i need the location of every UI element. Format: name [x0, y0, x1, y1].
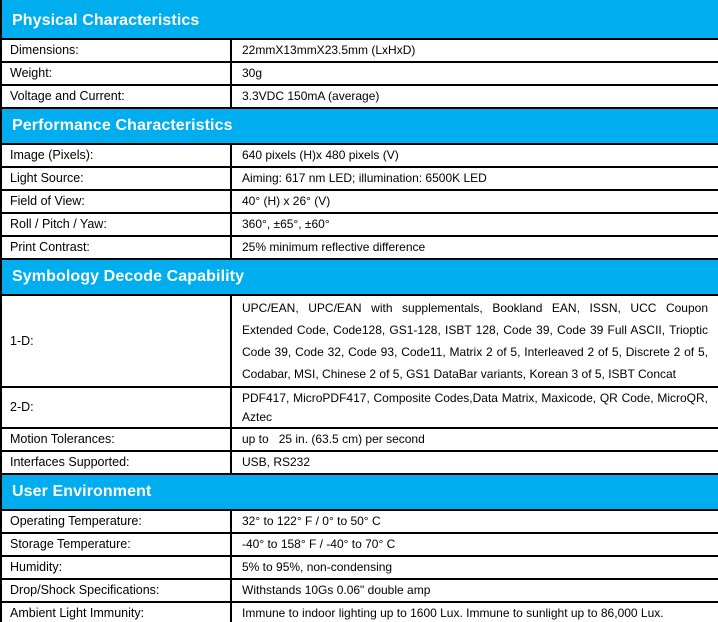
spec-value: Aiming: 617 nm LED; illumination: 6500K LED [242, 171, 487, 185]
section-header-physical-characteristics [2, 0, 718, 40]
spec-value: Immune to indoor lighting up to 1600 Lux. Immune to sunlight up to 86,000 Lux. [242, 606, 664, 620]
spec-label: 2-D: [2, 388, 232, 427]
spec-label: Dimensions: [2, 40, 232, 61]
spec-row-light-source [2, 168, 718, 191]
spec-label: Interfaces Supported: [2, 452, 232, 473]
spec-value: PDF417, MicroPDF417, Composite Codes,Data Matrix, Maxicode, QR Code, MicroQR, Aztec [242, 391, 708, 424]
spec-value: 30g [242, 66, 263, 80]
section-title: User Environment [12, 483, 152, 500]
section-title: Performance Characteristics [12, 117, 233, 134]
spec-row-field-of-view [2, 191, 718, 214]
spec-row-2-d [2, 388, 718, 429]
spec-value: -40° to 158° F / -40° to 70° C [242, 537, 396, 551]
spec-label: Light Source: [2, 168, 232, 189]
spec-value: 360°, ±65°, ±60° [242, 217, 330, 231]
spec-label: Roll / Pitch / Yaw: [2, 214, 232, 235]
spec-label: Print Contrast: [2, 237, 232, 258]
spec-value: 40° (H) x 26° (V) [242, 194, 331, 208]
spec-row-ambient-light-immunity [2, 603, 718, 622]
section-title: Symbology Decode Capability [12, 268, 245, 285]
section-title: Physical Characteristics [12, 12, 200, 29]
spec-label: Voltage and Current: [2, 86, 232, 107]
spec-label: Storage Temperature: [2, 534, 232, 555]
spec-label: Humidity: [2, 557, 232, 578]
spec-row-image-pixels [2, 145, 718, 168]
spec-row-print-contrast [2, 237, 718, 260]
spec-value: Withstands 10Gs 0.06" double amp [242, 583, 431, 597]
spec-label: 1-D: [2, 296, 232, 386]
spec-row-weight [2, 63, 718, 86]
spec-label: Ambient Light Immunity: [2, 603, 232, 622]
section-header-user-environment [2, 475, 718, 511]
spec-row-drop-shock-specifications [2, 580, 718, 603]
section-header-performance-characteristics [2, 109, 718, 145]
spec-row-voltage-and-current [2, 86, 718, 109]
spec-row-motion-tolerances [2, 429, 718, 452]
spec-label: Operating Temperature: [2, 511, 232, 532]
spec-label: Weight: [2, 63, 232, 84]
spec-value: 32° to 122° F / 0° to 50° C [242, 514, 381, 528]
spec-value: 22mmX13mmX23.5mm (LxHxD) [242, 43, 416, 57]
spec-value: USB, RS232 [242, 455, 311, 469]
spec-label: Field of View: [2, 191, 232, 212]
spec-label: Image (Pixels): [2, 145, 232, 166]
spec-value: 5% to 95%, non-condensing [242, 560, 393, 574]
spec-value: UPC/EAN, UPC/EAN with supplementals, Bookland EAN, ISSN, UCC Coupon Extended Code, Code128, GS1-128, ISBT 128, Code 39, Code 39 Full ASCII, Trioptic Code 39, Code 32, Code 93, Code11, Matrix 2 of 5, Interleaved 2 of 5, Discrete 2 of 5, Codabar, MSI, Chinese 2 of 5, GS1 DataBar variants, Korean 3 of 5, ISBT Concat [242, 301, 708, 381]
spec-value: up to 25 in. (63.5 cm) per second [242, 432, 425, 446]
section-header-symbology-decode-capability [2, 260, 718, 296]
spec-value: 640 pixels (H)x 480 pixels (V) [242, 148, 399, 162]
spec-row-operating-temperature [2, 511, 718, 534]
spec-row-dimensions [2, 40, 718, 63]
spec-label: Drop/Shock Specifications: [2, 580, 232, 601]
spec-row-interfaces-supported [2, 452, 718, 475]
spec-value: 3.3VDC 150mA (average) [242, 89, 380, 103]
spec-row-storage-temperature [2, 534, 718, 557]
spec-value: 25% minimum reflective difference [242, 240, 426, 254]
spec-row-roll-pitch-yaw [2, 214, 718, 237]
spec-label: Motion Tolerances: [2, 429, 232, 450]
spec-row-humidity [2, 557, 718, 580]
spec-row-1-d [2, 296, 718, 388]
